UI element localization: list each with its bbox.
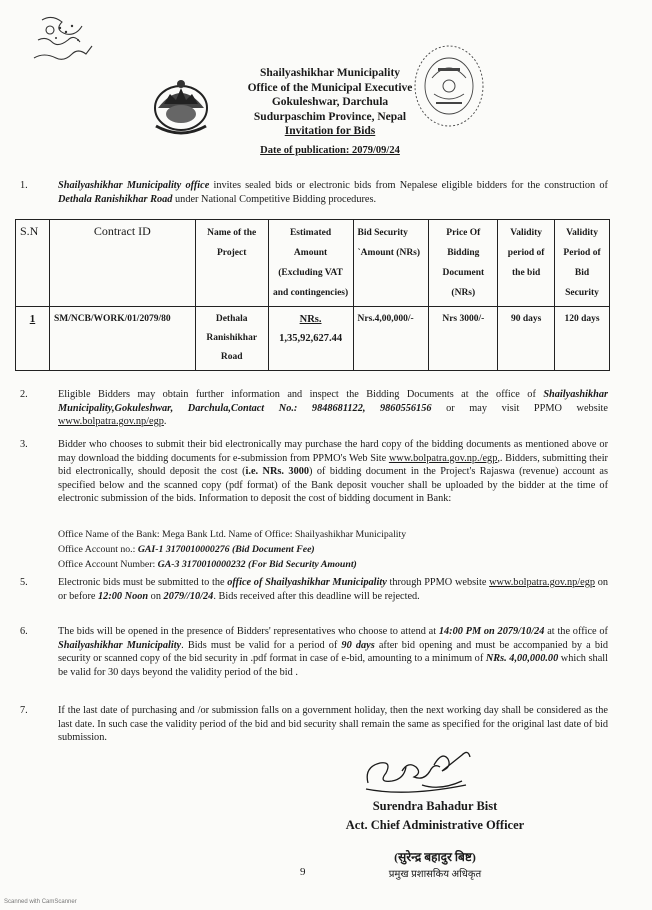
devanagari-stamp xyxy=(340,848,530,884)
website-link: www.bolpatra.gov.np./egp xyxy=(388,452,498,464)
body-text: The bids will be opened in the presence of Bidders' representatives who choose to attend at xyxy=(58,626,439,637)
cell-security-validity: 120 days xyxy=(555,307,610,371)
emphasis-text: Shailyashikhar Municipality,Gokuleshwar, Darchula,Contact No.: 9848681122, 9860556156 xyxy=(58,389,608,414)
emphasis-text: 90 days xyxy=(341,639,375,651)
body-text: Bidder who chooses to submit their bid electronically may purchase the hard copy of the bidding documents as mentioned above or may download the bidding documents for e-submission from PPMO's Web Site xyxy=(58,439,608,464)
signatory-block xyxy=(335,797,535,835)
body-text: through PPMO website xyxy=(386,577,490,588)
clause-number: 2. xyxy=(20,389,28,400)
clause-text xyxy=(58,388,608,429)
cell-document-price: Nrs 3000/- xyxy=(429,307,498,371)
header-cell: Name of the Project xyxy=(195,220,268,307)
cell-contract-id: SM/NCB/WORK/01/2079/80 xyxy=(49,307,195,371)
signatory-name-devanagari: (सुरेन्द्र बहादुर बिष्ट) xyxy=(394,850,476,864)
emphasis-text: NRs. 4,00,000.00 xyxy=(485,653,559,665)
account-number-label: Office Account Number: xyxy=(58,559,158,570)
body-text: after bid opening and must be accompanied by a bid security or scanned copy of the bid security in .pdf format in case of e-bid, amounting to a minimum of xyxy=(58,639,609,665)
body-text: Electronic bids must be submitted to the xyxy=(58,577,228,588)
office-name: Office of the Municipal Executive xyxy=(247,81,413,94)
municipality-name: Shailyashikhar Municipality xyxy=(259,67,401,79)
account-number-value: GA-3 3170010000232 (For Bid Security Amount) xyxy=(157,559,357,570)
cell-estimated-amount xyxy=(268,307,353,371)
account-value: GAI-1 3170010000276 (Bid Document Fee) xyxy=(137,544,315,555)
publication-date: Date of publication: 2079/09/24 xyxy=(260,145,400,156)
emphasis-text: 12:00 Noon xyxy=(98,590,149,602)
notice-title: Invitation for Bids xyxy=(284,125,376,137)
body-text: at the office of xyxy=(544,626,608,637)
clause-text xyxy=(58,625,608,679)
amount-value: 1,35,92,627.44 xyxy=(279,333,343,344)
bold-text: i.e. NRs. 3000 xyxy=(245,466,310,478)
header-cell: Contract ID xyxy=(49,220,195,307)
province-name: Sudurpaschim Province, Nepal xyxy=(253,110,407,123)
scanner-watermark: Scanned with CamScanner xyxy=(4,899,77,905)
signatory-designation: Act. Chief Administrative Officer xyxy=(345,818,525,832)
body-text: Eligible Bidders may obtain further information and inspect the Bidding Documents at the office of xyxy=(58,389,544,400)
cell-bid-validity: 90 days xyxy=(498,307,555,371)
body-text: which shall be valid for 30 days beyond the validity period of the bid . xyxy=(58,653,608,678)
body-text: . Bids received after this deadline will be rejected. xyxy=(213,590,420,602)
body-text: . xyxy=(163,416,167,428)
clause-number: 5. xyxy=(20,577,28,588)
cell-sn: 1 xyxy=(16,307,50,371)
clause-text xyxy=(58,438,608,506)
body-text: or may visit PPMO website xyxy=(431,402,608,414)
account-label: Office Account no.: xyxy=(58,544,138,555)
emphasis-text: office of Shailyashikhar Municipality xyxy=(227,577,387,588)
header-cell: S.N xyxy=(16,220,50,307)
clause-number: 1. xyxy=(20,180,28,191)
page-number: 9 xyxy=(300,866,306,878)
bank-name-line: Office Name of the Bank: Mega Bank Ltd. Name of Office: Shailyashikhar Municipality xyxy=(58,529,407,540)
letterhead xyxy=(200,66,460,139)
header-cell: Bid Security `Amount (NRs) xyxy=(353,220,429,307)
emphasis-text: Shailyashikhar Municipality xyxy=(58,639,182,651)
cell-project: Dethala Ranishikhar Road xyxy=(195,307,268,371)
clause-text xyxy=(58,704,608,745)
handwritten-signature xyxy=(362,745,482,797)
currency-prefix: NRs. xyxy=(299,314,322,325)
emphasis-text: 2079//10/24 xyxy=(163,590,214,602)
website-link: www.bolpatra.gov.np/egp xyxy=(489,577,595,588)
emphasis-text: Shailyashikhar Municipality office xyxy=(58,180,210,191)
body-text: on or before xyxy=(58,577,608,602)
clause-text xyxy=(58,179,608,206)
cell-bid-security: Nrs.4,00,000/- xyxy=(353,307,429,371)
body-text: under National Competitive Bidding procedures. xyxy=(172,193,377,205)
body-text: ) of bidding document in the Project's Rajaswa (revenue) account as specified below and the scanned copy (pdf format) of the Bank deposit voucher shall be uploaded by the bidder at the time of electronic submission of the bids. Information to deposit the cost of bidding document in Bank: xyxy=(58,466,608,505)
body-text: invites sealed bids or electronic bids from Nepalese eligible bidders for the construction of xyxy=(209,180,608,191)
header-cell: Validity period of the bid xyxy=(498,220,555,307)
header-cell: Price Of Bidding Document (NRs) xyxy=(429,220,498,307)
estimated-amount-text xyxy=(279,314,342,344)
body-text: ,. Bidders, submitting their bid electronically, should deposit the cost ( xyxy=(58,452,608,478)
signatory-name: Surendra Bahadur Bist xyxy=(372,799,498,813)
handwritten-initials xyxy=(20,10,110,72)
body-text: . Bids must be valid for a period of xyxy=(181,639,342,651)
table-header-row xyxy=(16,220,610,307)
clause-text xyxy=(58,576,608,603)
website-link: www.bolpatra.gov.np/egp xyxy=(58,416,164,428)
table-row xyxy=(16,307,610,371)
signatory-designation-devanagari: प्रमुख प्रशासकिय अधिकृत xyxy=(388,869,482,880)
clause-number: 6. xyxy=(20,626,28,637)
body-text: If the last date of purchasing and /or submission falls on a government holiday, then the next working day shall be considered as the last date. In such case the validity period of the bid and bid security shall remain the same as specified for the original last date of bid submission. xyxy=(58,705,608,744)
emphasis-text: Dethala Ranishikhar Road xyxy=(58,193,173,205)
header-cell: Validity Period of Bid Security xyxy=(555,220,610,307)
body-text: on xyxy=(148,590,164,602)
bid-table xyxy=(15,219,610,371)
header-cell: Estimated Amount (Excluding VAT and contingencies) xyxy=(268,220,353,307)
emphasis-text: 14:00 PM on 2079/10/24 xyxy=(438,626,545,637)
clause-number: 7. xyxy=(20,705,28,716)
office-location: Gokuleshwar, Darchula xyxy=(271,96,389,108)
clause-number: 3. xyxy=(20,439,28,450)
